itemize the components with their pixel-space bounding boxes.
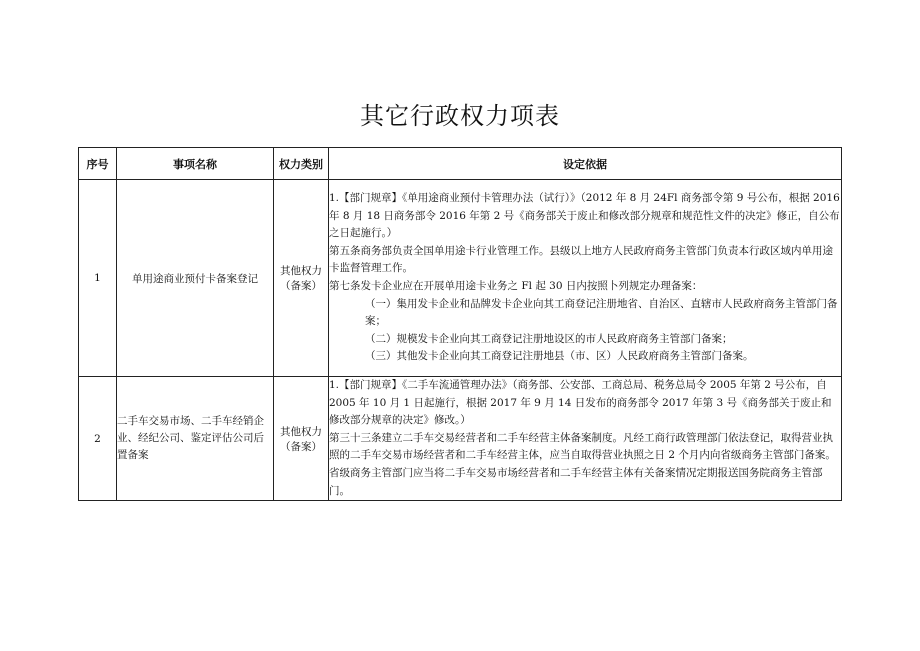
powers-table [78, 147, 842, 501]
page-title: 其它行政权力项表 [360, 102, 560, 130]
header-basis: 设定依据 [329, 148, 842, 180]
basis-sub-item: （一）集用发卡企业和品牌发卡企业向其工商登记注册地省、自治区、直辖市人民政府商务主管部门备案； [365, 297, 838, 328]
basis-paragraph: 第七条发卡企业应在开展单用途卡业务之 Fl 起 30 日内按照卜列规定办理备案： [329, 280, 703, 292]
basis-sub-item: （三）其他发卡企业向其工商登记注册地县（市、区）人民政府商务主管部门备案。 [365, 350, 754, 363]
row-seq: 2 [79, 377, 117, 501]
table-row [79, 180, 842, 377]
basis-paragraph: 第五条商务部负责全国单用途卡行业管理工作。县级以上地方人民政府商务主管部门负责本行政区域内单用途卡监督管理工作。 [329, 244, 833, 275]
header-seq: 序号 [79, 148, 117, 180]
row-type-line1: 其他权力 [280, 265, 322, 277]
table-header-row [79, 148, 842, 180]
basis-paragraph: 1.【部门规章】《单用途商业预付卡管理办法（试行）》（2012 年 8 月 24Fl 商务部令第 9 号公布，根据 2016 年 8 月 18 日商务部令 2016 年第 2 号《商务部关于废止和修改部分规章和规范性文件的决定》修正，自公布之日起施行。） [329, 192, 840, 240]
table-row [79, 377, 842, 501]
header-type: 权力类别 [274, 148, 329, 180]
basis-paragraph: 第三十三条建立二手车交易经营者和二手车经营主体备案制度。凡经工商行政管理部门依法登记，取得营业执照的二手车交易市场经营者和二手车经营主体，应当自取得营业执照之日 2 个月内向省级商务主管部门备案。省级商务主管部门应当将二手车交易市场经营者和二手车经营主体有关备案情况定期报送国务院商务主管部门。 [329, 431, 836, 497]
row-seq: 1 [79, 180, 117, 377]
row-type-line2: （备案） [280, 280, 322, 292]
row-type [274, 377, 329, 501]
row-basis [329, 377, 842, 501]
row-name: 单用途商业预付卡备案登记 [117, 180, 274, 377]
row-basis [329, 180, 842, 377]
row-type-line1: 其他权力 [280, 425, 322, 438]
basis-sub-item: （二）规模发卡企业向其工商登记注册地设区的市人民政府商务主管部门备案； [365, 332, 733, 345]
header-name: 事项名称 [117, 148, 274, 180]
basis-paragraph: 1.【部门规章】《二手车流通管理办法》（商务部、公安部、工商总局、税务总局令 2005 年第 2 号公布，自 2005 年 10 月 1 日起施行，根据 2017 年 9 月 14 日发布的商务部令 2017 年第 3 号《商务部关于废止和修改部分规章的决定》修改。） [329, 379, 832, 427]
row-name: 二手车交易市场、二手车经销企业、经纪公司、鉴定评估公司后置备案 [117, 377, 274, 501]
row-type [274, 180, 329, 377]
row-type-line2: （备案） [280, 440, 322, 453]
